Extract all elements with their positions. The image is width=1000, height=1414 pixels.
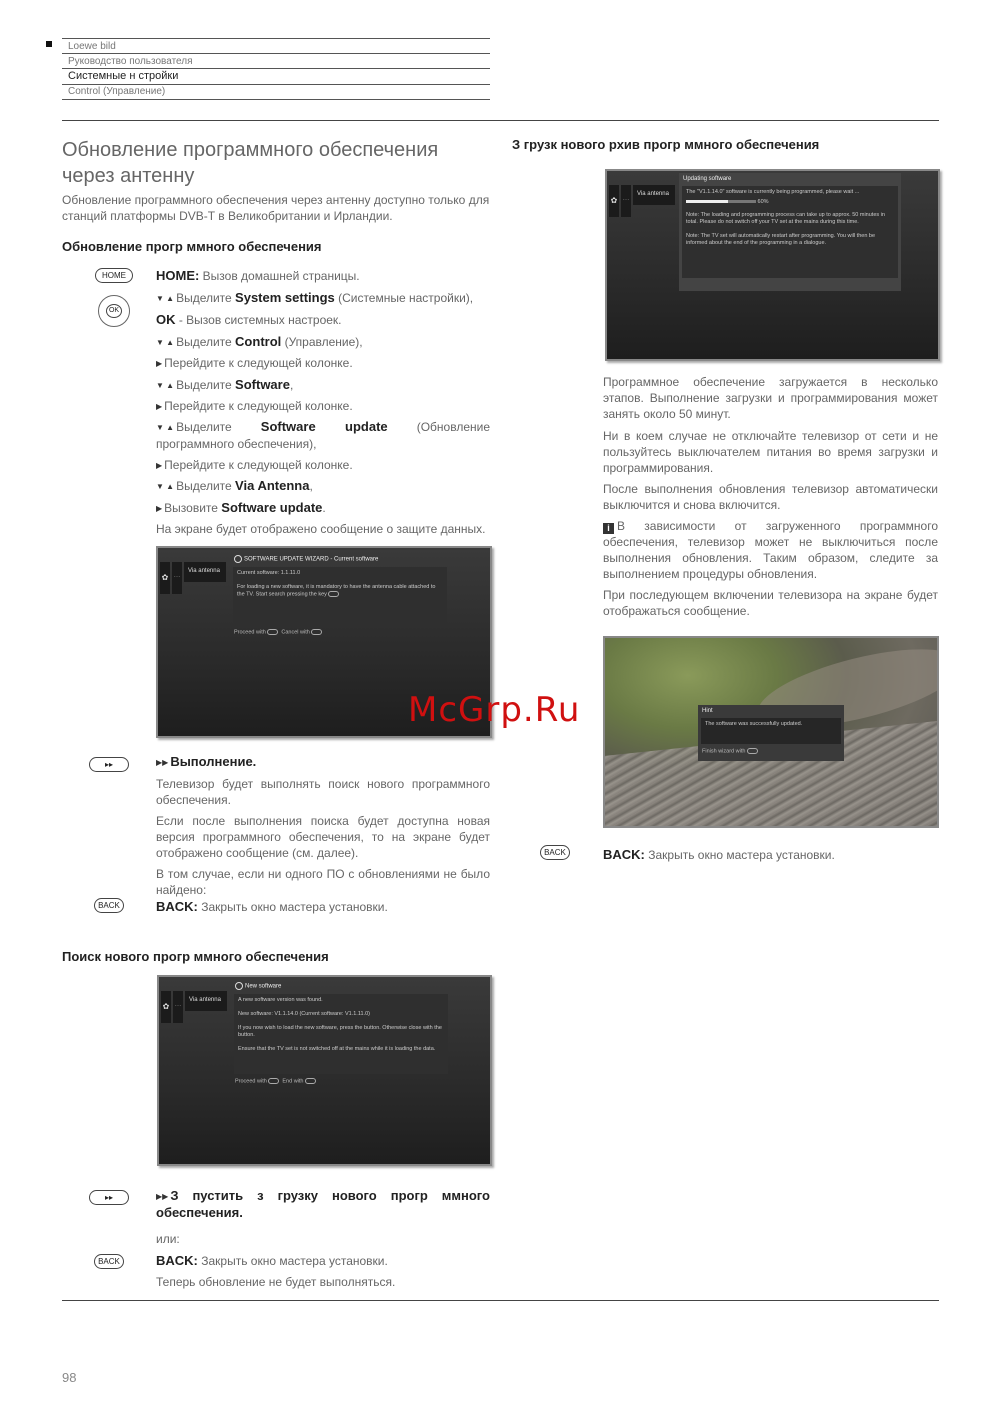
- ok-key-icon: [328, 591, 339, 597]
- menu-dots-icon: …: [172, 562, 182, 594]
- right-para-1: Программное обеспечение загружается в несколько этапов. Выполнение загрузки и программирования может занять около 50 минут.: [603, 375, 938, 421]
- ok-key-icon: [268, 1078, 279, 1084]
- fast-forward-icon: ▶▶: [156, 1192, 169, 1201]
- settings-gear-icon: ✿: [609, 185, 619, 217]
- arrow-right-icon: ▶: [156, 359, 163, 368]
- arrow-down-up-icon: ▼ ▲: [156, 381, 175, 390]
- sidebar-item-via-antenna[interactable]: Via antenna: [185, 991, 227, 1011]
- header-line: [62, 99, 490, 100]
- back-key-icon: BACK: [540, 845, 570, 860]
- tv-screen-hint-photo: [603, 636, 939, 828]
- step-ok: OK - Вызов системных настроек.: [156, 312, 342, 327]
- header-line: [62, 68, 490, 69]
- dialog-current-software: SOFTWARE UPDATE WIZARD - Current software Current software: 1.1.11.0 For loading a new software, it is mandatory to have the antenna cable attached to the TV. Start search pressing the key Proceed with Cancel with: [230, 552, 450, 634]
- execute-para-3: В том случае, если ни одного ПО с обновлениями не было найдено:: [156, 867, 490, 897]
- top-rule: [62, 120, 939, 121]
- step-select-system-settings: ▼ ▲ Выделите System settings (Системные настройки),: [156, 290, 474, 305]
- page-number: 98: [62, 1370, 77, 1385]
- sidebar-item-via-antenna[interactable]: Via antenna: [184, 562, 226, 582]
- section-heading-download: З грузк нового рхив прогр ммного обеспечения: [512, 137, 820, 152]
- fast-forward-icon: ▶▶: [156, 758, 169, 767]
- header-section: Системные н стройки: [68, 70, 179, 82]
- step-data-protection-note: На экране будет отображено сообщение о защите данных.: [156, 522, 486, 536]
- step-select-control: ▼ ▲ Выделите Control (Управление),: [156, 334, 363, 349]
- header-line: [62, 53, 490, 54]
- back-key-icon: [747, 748, 758, 754]
- intro-text: Обновление программного обеспечения через антенну доступно только для станций платформы DVB-T в Великобритании и Ирландии.: [62, 193, 490, 223]
- settings-gear-icon: ✿: [160, 562, 170, 594]
- progress-row: [686, 199, 894, 206]
- info-icon: i: [603, 523, 614, 534]
- tv-screen-updating-software: [605, 169, 940, 361]
- arrow-down-up-icon: ▼ ▲: [156, 338, 175, 347]
- bottom-rule: [62, 1300, 939, 1301]
- wizard-gear-icon: [234, 555, 242, 563]
- step-select-software-update: ▼ ▲ Выделите Software update (Обновление программного обеспечения),: [156, 419, 490, 451]
- step-select-via-antenna: ▼ ▲ Выделите Via Antenna,: [156, 478, 313, 493]
- wizard-gear-icon: [235, 982, 243, 990]
- arrow-down-up-icon: ▼ ▲: [156, 423, 175, 432]
- fast-forward-key-icon: ▸▸: [89, 1190, 129, 1205]
- dialog-new-software: New software A new software version was found. New software: V1.1.14.0 (Current software: V1.1.11.0) If you now wish to load the new software, press the button. Otherwise close with the button. Ensure that the TV set is not switched off at the mains while it is loading the data. Proceed with End with: [231, 979, 451, 1083]
- right-para-5: При последующем включении телевизора на экране будет отображаться сообщение.: [603, 588, 938, 618]
- progress-label: 60%: [757, 199, 769, 205]
- step-execute: ▶▶ Выполнение.: [156, 754, 257, 769]
- header-line: [62, 38, 490, 39]
- step-back: BACK: Закрыть окно мастера установки.: [156, 899, 388, 914]
- arrow-down-up-icon: ▼ ▲: [156, 482, 175, 491]
- back-key-icon: [311, 629, 322, 635]
- page-title: Обновление программного обеспечения через антенну: [62, 139, 439, 187]
- dialog-hint: Hint The software was successfully updated. Finish wizard with: [698, 705, 844, 761]
- tv-screen-new-software: [157, 975, 492, 1166]
- home-key-icon: HOME: [95, 268, 133, 283]
- step-next-column: ▶ Перейдите к следующей колонке.: [156, 356, 353, 370]
- step-select-software: ▼ ▲ Выделите Software,: [156, 377, 294, 392]
- settings-gear-icon: ✿: [161, 991, 171, 1023]
- header-subsection: Control (Управление): [68, 86, 166, 97]
- step-back-right: BACK: Закрыть окно мастера установки.: [603, 847, 835, 862]
- back-key-icon: [305, 1078, 316, 1084]
- step-home: HOME: Вызов домашней страницы.: [156, 268, 360, 283]
- no-update-text: Теперь обновление не будет выполняться.: [156, 1275, 396, 1289]
- header-brand: Loewe bild: [68, 41, 116, 52]
- back-key-icon: BACK: [94, 1254, 124, 1269]
- section-heading-update: Обновление прогр ммного обеспечения: [62, 239, 322, 254]
- fast-forward-key-icon: ▸▸: [89, 757, 129, 772]
- step-start-download: ▶▶ З пустить з грузку нового прогр ммного обеспечения.: [156, 1188, 490, 1220]
- watermark: McGrp.Ru: [408, 690, 581, 730]
- right-para-3: После выполнения обновления телевизор автоматически выключится и снова включится.: [603, 482, 938, 512]
- progress-bar-fill: [686, 200, 728, 203]
- step-call-software-update: ▶ Вызовите Software update.: [156, 500, 326, 515]
- menu-dots-icon: …: [621, 185, 631, 217]
- arrow-right-icon: ▶: [156, 504, 163, 513]
- step-next-column: ▶ Перейдите к следующей колонке.: [156, 399, 353, 413]
- sidebar-item-via-antenna[interactable]: Via antenna: [633, 185, 675, 205]
- menu-dots-icon: …: [173, 991, 183, 1023]
- header-line: [62, 84, 490, 85]
- execute-para-2: Если после выполнения поиска будет доступна новая версия программного обеспечения, то на экране будет отображено сообщение (см. далее).: [156, 814, 490, 860]
- back-key-icon: BACK: [94, 898, 124, 913]
- step-next-column: ▶ Перейдите к следующей колонке.: [156, 458, 353, 472]
- section-heading-search: Поиск нового прогр ммного обеспечения: [62, 949, 329, 964]
- ok-navigation-key-icon: OK: [98, 295, 130, 327]
- arrow-right-icon: ▶: [156, 402, 163, 411]
- arrow-right-icon: ▶: [156, 461, 163, 470]
- right-para-2: Ни в коем случае не отключайте телевизор от сети и не пользуйтесь выключателем питания во время загрузки и программирования.: [603, 429, 938, 475]
- execute-para-1: Телевизор будет выполнять поиск нового программного обеспечения.: [156, 777, 490, 807]
- header-bullet: [46, 41, 52, 47]
- ok-key-icon: [267, 629, 278, 635]
- progress-bar: [686, 200, 756, 203]
- right-para-4: i В зависимости от загруженного программного обеспечения, телевизор может не выключиться после выполнения обновления. Таким образом, следите за выполнением процедуры обновления.: [603, 519, 938, 581]
- step-back-2: BACK: Закрыть окно мастера установки.: [156, 1253, 388, 1268]
- header-manual: Руководство пользователя: [68, 56, 193, 67]
- arrow-down-up-icon: ▼ ▲: [156, 294, 175, 303]
- or-text: или:: [156, 1232, 180, 1246]
- dialog-updating-software: Updating software The "V1.1.14.0" software is currently being programmed, please wait ... 60% Note: The loading and programming process can take up to approx. 50 minutes in total. Please do not switch off your TV set at the mains during this time. Note: The TV set will automatically restart after programming. You will then be informed about the end of the programming in a dialogue.: [679, 173, 901, 291]
